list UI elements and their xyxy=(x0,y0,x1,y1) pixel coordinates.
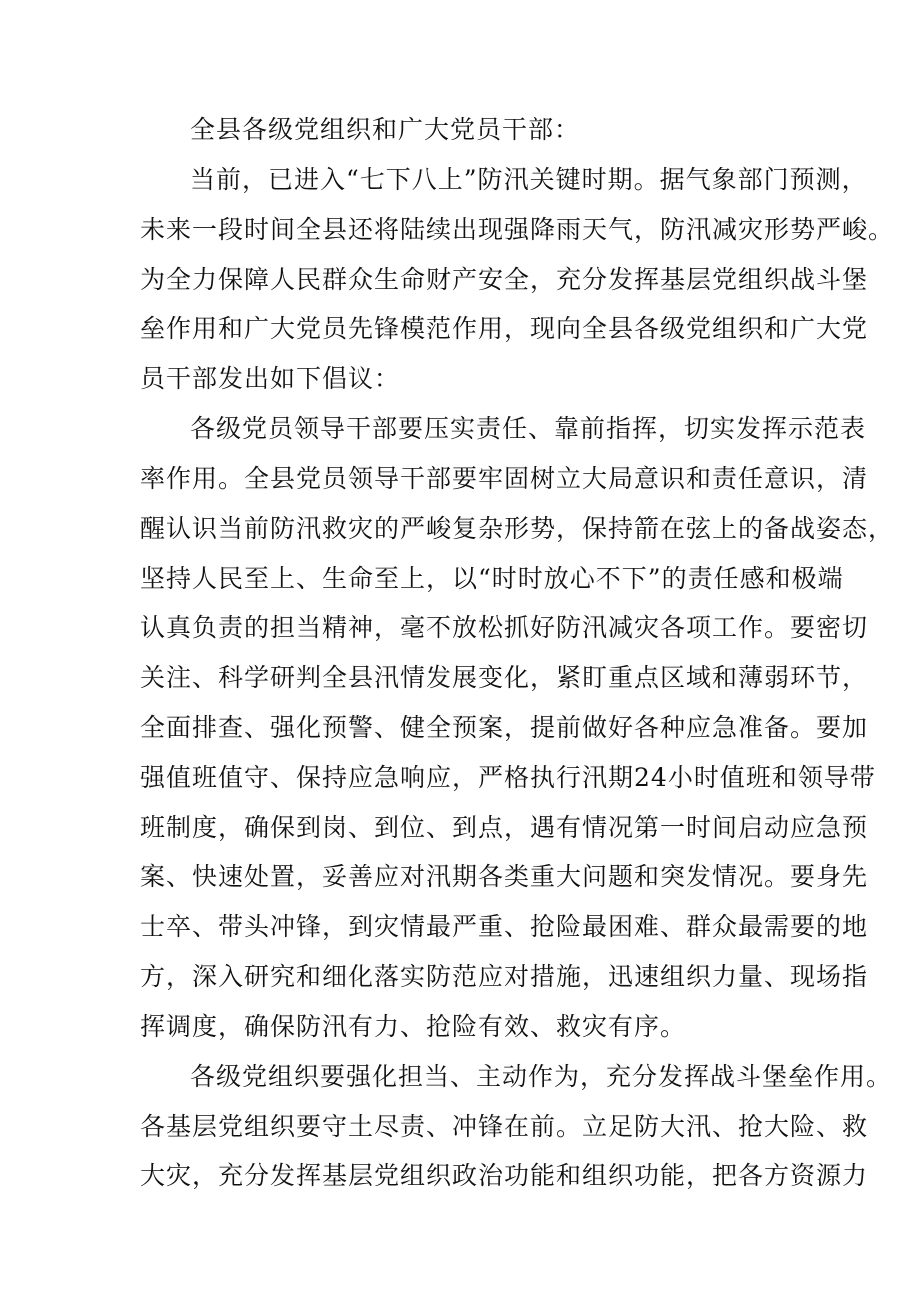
paragraph-line: 各级党组织要强化担当、主动作为，充分发挥战斗堡垒作用。 xyxy=(190,1062,893,1091)
paragraph-line: 班制度，确保到岗、到位、到点，遇有情况第一时间启动应急预 xyxy=(140,813,869,842)
paragraph-line: 挥调度，确保防汛有力、抢险有效、救灾有序。 xyxy=(140,1012,687,1041)
paragraph-line: 案、快速处置，妥善应对汛期各类重大问题和突发情况。要身先 xyxy=(140,862,869,891)
paragraph-line: 当前，已进入“七下八上”防汛关键时期。据气象部门预测， xyxy=(190,165,868,194)
paragraph-line: 各基层党组织要守土尽责、冲锋在前。立足防大汛、抢大险、救 xyxy=(140,1112,869,1141)
paragraph-line: 认真负责的担当精神，毫不放松抓好防汛减灾各项工作。要密切 xyxy=(140,613,869,642)
paragraph-line: 员干部发出如下倡议： xyxy=(140,364,401,393)
paragraph-line: 未来一段时间全县还将陆续出现强降雨天气，防汛减灾形势严峻。 xyxy=(140,215,895,244)
paragraph-line: 为全力保障人民群众生命财产安全，充分发挥基层党组织战斗堡 xyxy=(140,265,869,294)
paragraph-line: 率作用。全县党员领导干部要牢固树立大局意识和责任意识，清 xyxy=(140,464,869,493)
paragraph-line: 强值班值守、保持应急响应，严格执行汛期24小时值班和领导带 xyxy=(140,763,876,792)
paragraph-line: 各级党员领导干部要压实责任、靠前指挥，切实发挥示范表 xyxy=(190,414,867,443)
paragraph-line: 醒认识当前防汛救灾的严峻复杂形势，保持箭在弦上的备战姿态， xyxy=(140,514,895,543)
paragraph-line: 士卒、带头冲锋，到灾情最严重、抢险最困难、群众最需要的地 xyxy=(140,912,869,941)
paragraph-line: 垒作用和广大党员先锋模范作用，现向全县各级党组织和广大党 xyxy=(140,314,869,343)
paragraph-line: 方，深入研究和细化落实防范应对措施，迅速组织力量、现场指 xyxy=(140,962,869,991)
salutation: 全县各级党组织和广大党员干部： xyxy=(190,115,581,144)
paragraph-line: 大灾，充分发挥基层党组织政治功能和组织功能，把各方资源力 xyxy=(140,1161,869,1190)
paragraph-line: 全面排查、强化预警、健全预案，提前做好各种应急准备。要加 xyxy=(140,713,869,742)
paragraph-line: 关注、科学研判全县汛情发展变化，紧盯重点区域和薄弱环节， xyxy=(140,663,869,692)
paragraph-line: 坚持人民至上、生命至上，以“时时放心不下”的责任感和极端 xyxy=(140,564,844,593)
